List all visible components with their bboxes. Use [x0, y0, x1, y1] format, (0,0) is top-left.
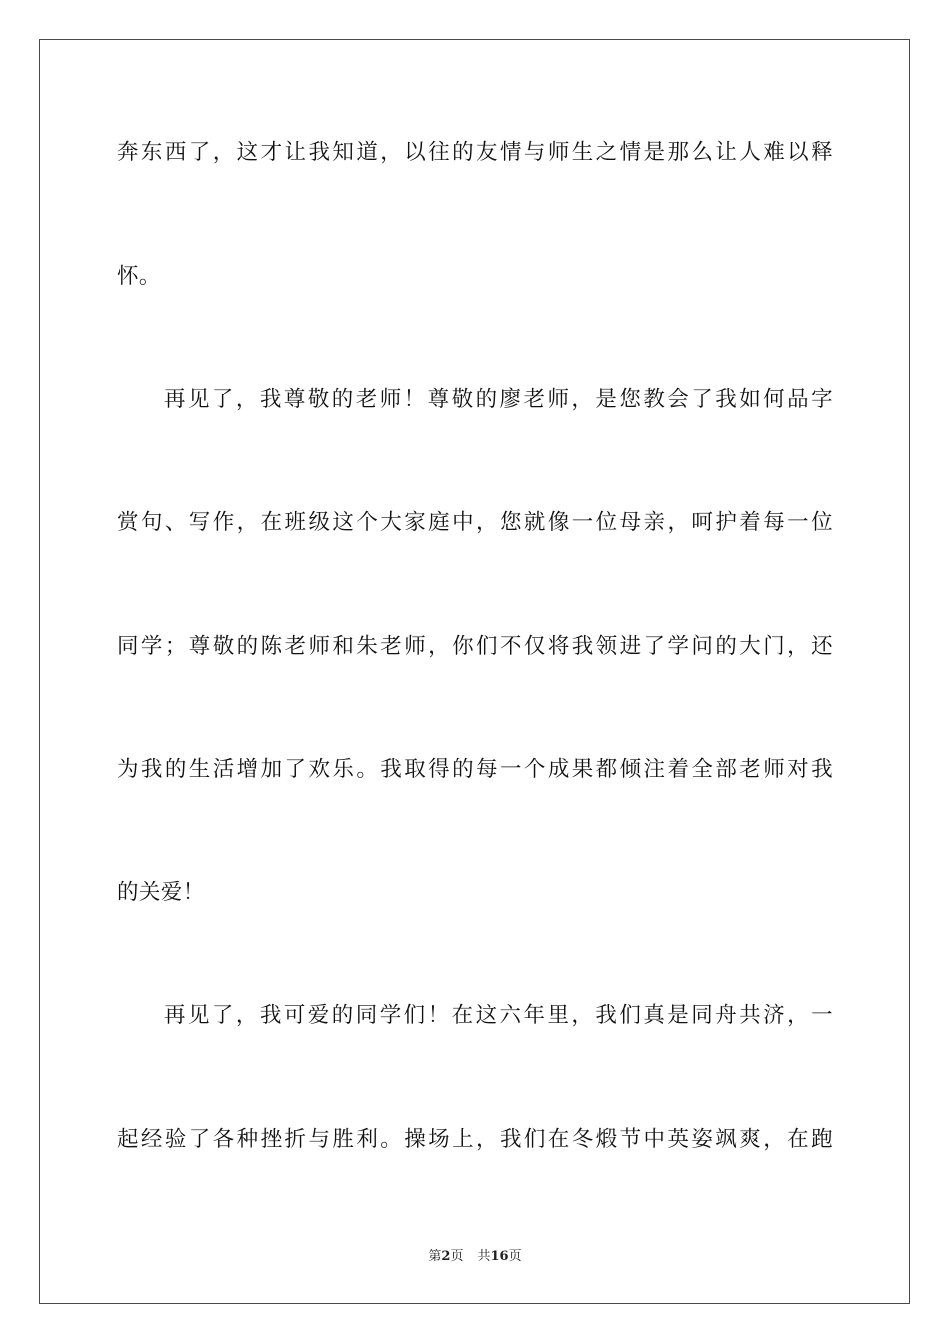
page-suffix: 页 [450, 1249, 464, 1264]
text-line-6: 为我的生活增加了欢乐。我取得的每一个成果都倾注着全部老师对我 [117, 757, 833, 782]
paragraph-start-teachers: 再见了，我尊敬的老师！尊敬的廖老师，是您教会了我如何品字 [164, 387, 833, 412]
page-prefix: 第 [428, 1249, 442, 1264]
text-line-2: 怀。 [117, 264, 161, 289]
text-line-5: 同学；尊敬的陈老师和朱老师，你们不仅将我领进了学问的大门，还 [117, 634, 833, 659]
page-footer [0, 1248, 950, 1266]
total-suffix: 页 [508, 1249, 522, 1264]
page-number: 2 [441, 1249, 451, 1264]
text-line-7: 的关爱！ [117, 880, 205, 905]
total-prefix: 共 [477, 1249, 491, 1264]
paragraph-start-classmates: 再见了，我可爱的同学们！在这六年里，我们真是同舟共济，一 [164, 1003, 833, 1028]
text-line-1: 奔东西了，这才让我知道，以往的友情与师生之情是那么让人难以释 [117, 140, 833, 165]
total-pages: 16 [490, 1249, 509, 1264]
text-line-4: 赏句、写作，在班级这个大家庭中，您就像一位母亲，呵护着每一位 [117, 510, 833, 535]
text-line-9: 起经验了各种挫折与胜利。操场上，我们在冬煅节中英姿飒爽，在跑 [117, 1127, 833, 1152]
page-border [39, 39, 910, 1304]
